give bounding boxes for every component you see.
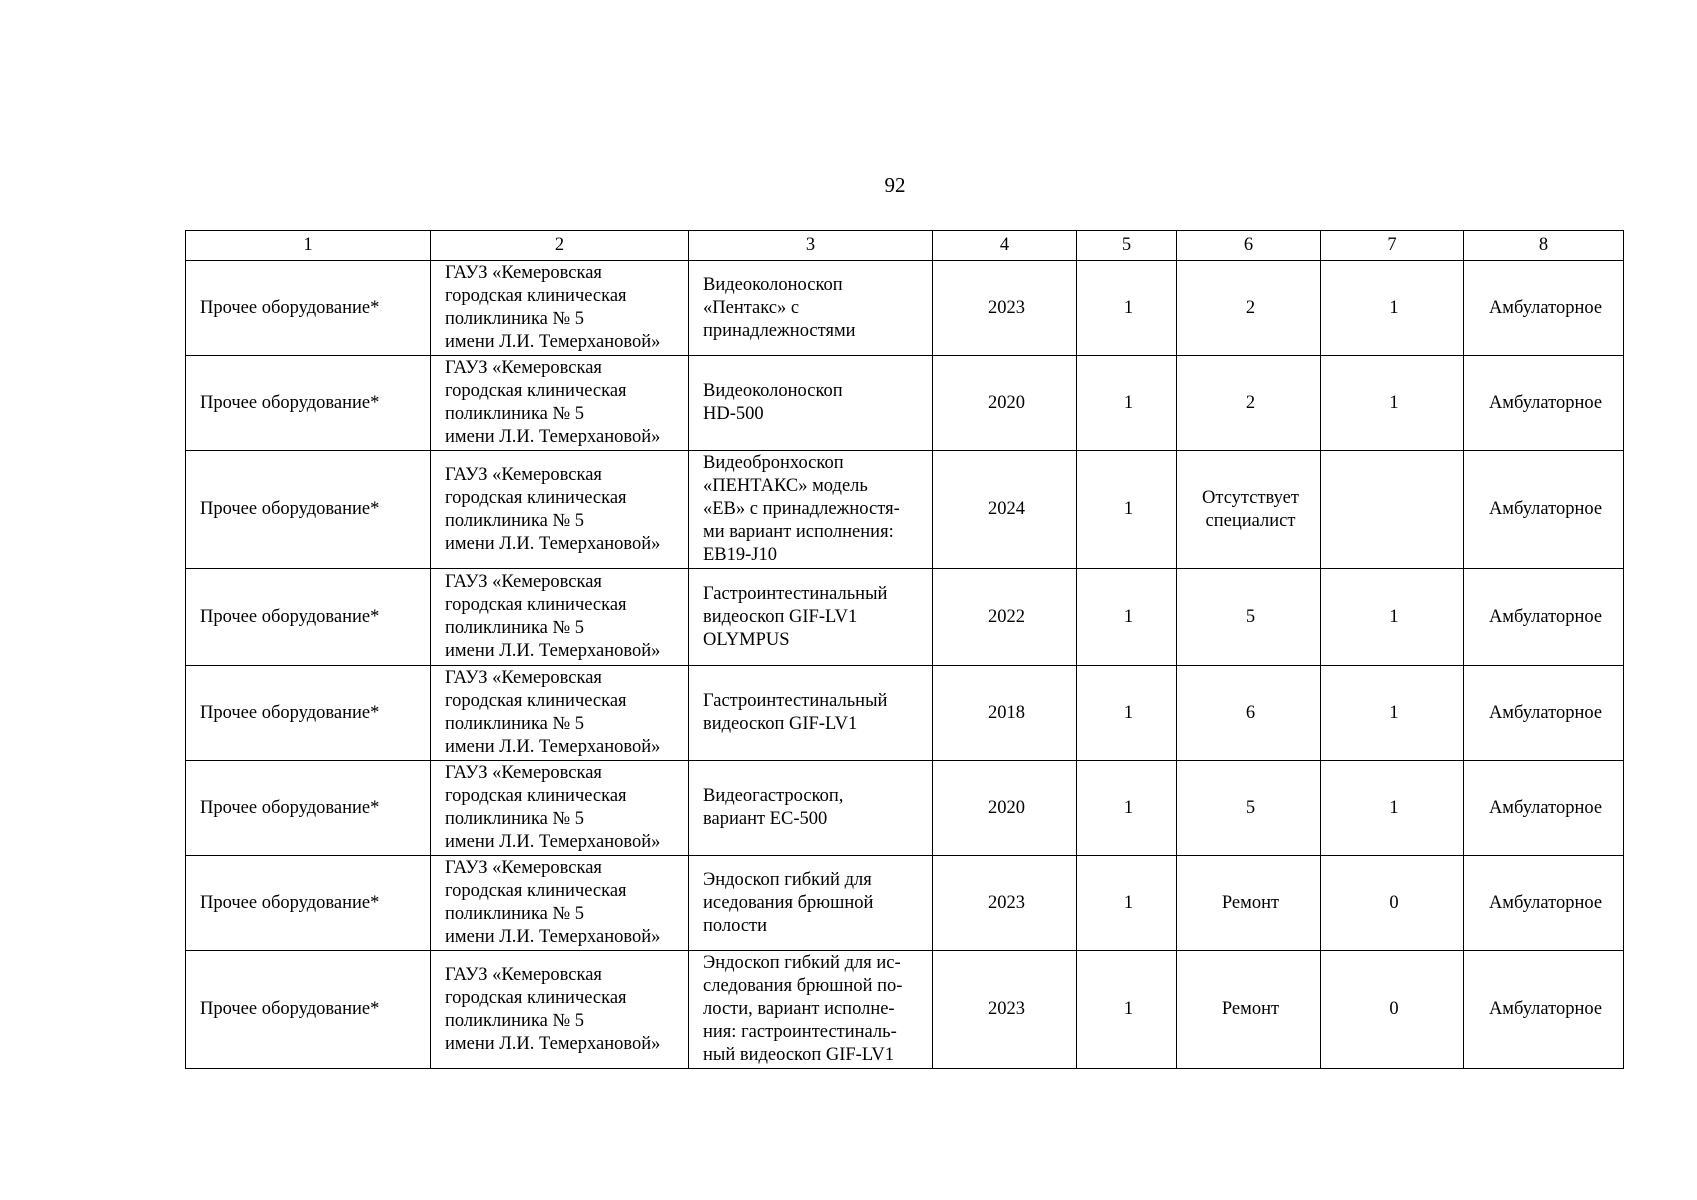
column-header: 2 [431,231,689,261]
equipment-cell [689,569,933,666]
category-cell-text: Прочее оборудование* [200,892,380,913]
col7-cell-text: 1 [1389,606,1399,627]
quantity-cell-text: 1 [1123,797,1134,818]
organization-cell [431,666,689,761]
equipment-cell-text: Гастроинтестинальный видеоскоп GIF-LV1 [703,691,888,734]
organization-cell-text: ГАУЗ «Кемеровская городская клиническая поликлиника № 5 имени Л.И. Темерхановой» [445,263,661,352]
quantity-cell-text: 1 [1123,499,1134,519]
care-type-cell [1464,356,1624,451]
col6-cell [1177,356,1321,451]
year-cell [933,666,1077,761]
quantity-cell-text: 1 [1123,606,1134,627]
col6-cell [1177,856,1321,951]
col7-cell [1321,356,1464,451]
category-cell-text: Прочее оборудование* [200,702,380,723]
category-cell [186,261,431,356]
category-cell [186,451,431,569]
care-type-cell-text: Амбулаторное [1488,499,1603,519]
col6-cell-text: 5 [1245,606,1256,627]
organization-cell [431,951,689,1069]
care-type-cell [1464,761,1624,856]
organization-cell-text: ГАУЗ «Кемеровская городская клиническая поликлиника № 5 имени Л.И. Темерхановой» [445,858,661,947]
category-cell-text: Прочее оборудование* [200,797,380,818]
year-cell [933,569,1077,666]
col6-cell-text: 6 [1245,702,1256,723]
table-row [186,761,1624,856]
year-cell-text: 2023 [988,892,1025,913]
year-cell-text: 2022 [988,606,1025,627]
col6-cell-text: Ремонт [1221,999,1280,1019]
table-row [186,951,1624,1069]
organization-cell [431,356,689,451]
equipment-cell [689,761,933,856]
col7-cell-text: 1 [1389,702,1399,723]
category-cell [186,761,431,856]
equipment-cell-text: Видеоколоноскоп HD-500 [703,381,843,424]
col6-cell-text: 5 [1245,797,1256,818]
quantity-cell [1077,569,1177,666]
equipment-cell-text: Видеогастроскоп, вариант ЕС-500 [703,786,844,829]
table-header-row [186,231,1624,261]
quantity-cell-text: 1 [1123,999,1134,1019]
equipment-cell [689,666,933,761]
category-cell [186,569,431,666]
care-type-cell [1464,856,1624,951]
year-cell [933,261,1077,356]
quantity-cell [1077,356,1177,451]
organization-cell-text: ГАУЗ «Кемеровская городская клиническая поликлиника № 5 имени Л.И. Темерхановой» [445,964,661,1054]
year-cell [933,761,1077,856]
table-row [186,856,1624,951]
table-row [186,451,1624,569]
col7-cell [1321,761,1464,856]
col6-cell [1177,761,1321,856]
col7-cell [1321,451,1464,569]
organization-cell [431,856,689,951]
table-row [186,356,1624,451]
organization-cell-text: ГАУЗ «Кемеровская городская клиническая поликлиника № 5 имени Л.И. Темерхановой» [445,464,661,554]
col6-cell-text: 2 [1245,297,1256,318]
page-number: 92 [884,173,906,197]
equipment-cell-text: Гастроинтестинальный видеоскоп GIF-LV1 OLYMPUS [703,583,888,650]
column-header: 6 [1177,231,1321,261]
care-type-cell-text: Амбулаторное [1488,606,1603,627]
col7-cell [1321,261,1464,356]
care-type-cell-text: Амбулаторное [1488,392,1603,413]
quantity-cell-text: 1 [1123,392,1134,413]
column-header: 4 [933,231,1077,261]
year-cell [933,356,1077,451]
col7-cell-text: 1 [1389,392,1399,413]
care-type-cell-text: Амбулаторное [1488,797,1603,818]
equipment-cell [689,856,933,951]
care-type-cell-text: Амбулаторное [1488,892,1603,913]
year-cell-text: 2023 [988,999,1025,1019]
quantity-cell-text: 1 [1123,702,1134,723]
organization-cell [431,451,689,569]
equipment-table [185,230,1624,1069]
column-header: 3 [689,231,933,261]
col7-cell-text: 1 [1389,797,1399,818]
col6-cell-text: 2 [1245,392,1256,413]
col7-cell-text: 0 [1389,892,1399,913]
col7-cell-text: 1 [1389,297,1399,318]
quantity-cell [1077,951,1177,1069]
equipment-cell-text: Эндоскоп гибкий для иседования брюшной полости [703,869,874,936]
organization-cell-text: ГАУЗ «Кемеровская городская клиническая поликлиника № 5 имени Л.И. Темерхановой» [445,572,661,661]
column-header: 5 [1077,231,1177,261]
equipment-cell-text: Видеобронхоскоп «ПЕНТАКС» модель «ЕВ» с принадлежностя- ми вариант исполнения: EB19-J10 [703,453,900,565]
category-cell-text: Прочее оборудование* [200,392,380,413]
column-header: 1 [186,231,431,261]
column-header: 7 [1321,231,1464,261]
quantity-cell [1077,666,1177,761]
col6-cell [1177,261,1321,356]
col6-cell [1177,451,1321,569]
category-cell-text: Прочее оборудование* [200,499,380,519]
year-cell [933,951,1077,1069]
category-cell [186,356,431,451]
care-type-cell [1464,666,1624,761]
quantity-cell [1077,261,1177,356]
care-type-cell [1464,951,1624,1069]
category-cell-text: Прочее оборудование* [200,297,380,318]
organization-cell-text: ГАУЗ «Кемеровская городская клиническая поликлиника № 5 имени Л.И. Темерхановой» [445,763,661,852]
category-cell [186,666,431,761]
organization-cell [431,261,689,356]
year-cell-text: 2024 [988,499,1025,519]
category-cell-text: Прочее оборудование* [200,999,380,1019]
table-row [186,666,1624,761]
equipment-cell [689,356,933,451]
col7-cell [1321,856,1464,951]
equipment-cell-text: Эндоскоп гибкий для ис- следования брюшной по- лости, вариант исполне- ния: гастроинтестиналь- ный видеоскоп GIF-LV1 [703,953,903,1065]
category-cell-text: Прочее оборудование* [200,606,380,627]
care-type-cell [1464,261,1624,356]
care-type-cell-text: Амбулаторное [1488,702,1603,723]
col6-cell [1177,569,1321,666]
year-cell-text: 2020 [988,392,1025,413]
quantity-cell [1077,856,1177,951]
care-type-cell [1464,451,1624,569]
table-row [186,569,1624,666]
equipment-cell [689,451,933,569]
category-cell [186,951,431,1069]
col6-cell [1177,666,1321,761]
col7-cell [1321,666,1464,761]
care-type-cell [1464,569,1624,666]
col7-cell [1321,569,1464,666]
organization-cell [431,761,689,856]
col6-cell-text: Отсутствует специалист [1202,487,1299,531]
care-type-cell-text: Амбулаторное [1488,999,1603,1019]
organization-cell [431,569,689,666]
year-cell [933,451,1077,569]
category-cell [186,856,431,951]
col7-cell [1321,951,1464,1069]
equipment-cell [689,261,933,356]
quantity-cell [1077,451,1177,569]
year-cell-text: 2018 [988,702,1025,723]
care-type-cell-text: Амбулаторное [1488,297,1603,318]
year-cell-text: 2020 [988,797,1025,818]
col6-cell [1177,951,1321,1069]
quantity-cell [1077,761,1177,856]
col7-cell-text: 0 [1389,999,1399,1019]
organization-cell-text: ГАУЗ «Кемеровская городская клиническая поликлиника № 5 имени Л.И. Темерхановой» [445,668,661,757]
year-cell [933,856,1077,951]
quantity-cell-text: 1 [1123,892,1134,913]
table-row [186,261,1624,356]
quantity-cell-text: 1 [1123,297,1134,318]
equipment-cell-text: Видеоколоноскоп «Пентакс» с принадлежностями [703,274,856,341]
year-cell-text: 2023 [988,297,1025,318]
equipment-cell [689,951,933,1069]
column-header: 8 [1464,231,1624,261]
col6-cell-text: Ремонт [1221,892,1280,913]
organization-cell-text: ГАУЗ «Кемеровская городская клиническая поликлиника № 5 имени Л.И. Темерхановой» [445,358,661,447]
